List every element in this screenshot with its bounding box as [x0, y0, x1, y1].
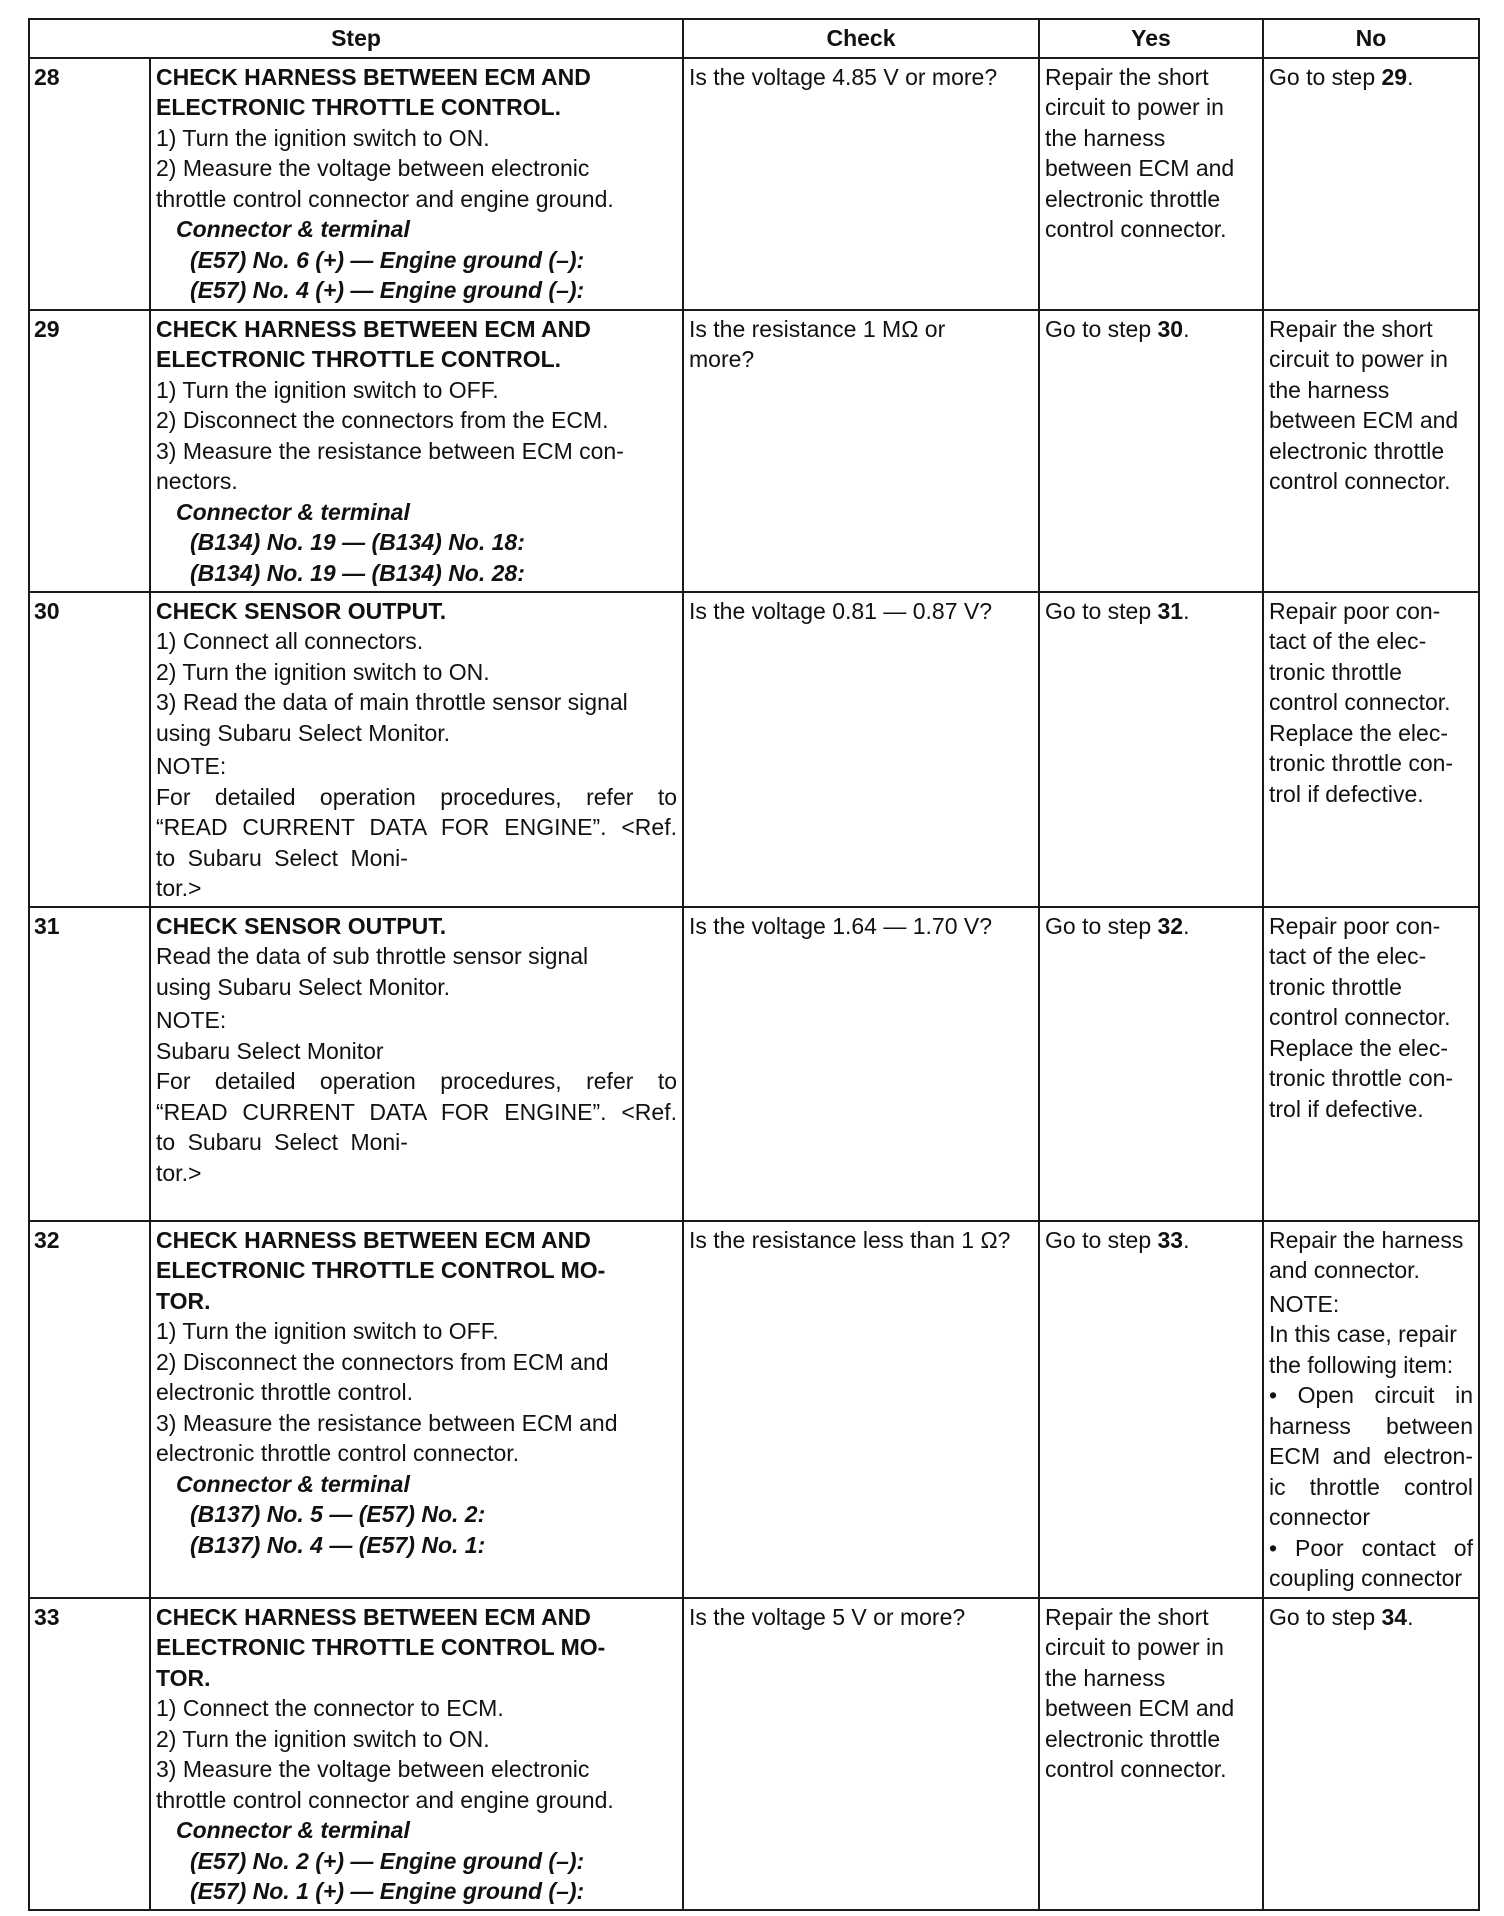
- check-text: Is the voltage 0.81 — 0.87 V?: [689, 597, 993, 624]
- step-instruction: using Subaru Select Monitor.: [156, 719, 451, 746]
- yes-text: Go to step: [1045, 1226, 1158, 1253]
- check-cell: [683, 592, 1039, 907]
- step-title: ELECTRONIC THROTTLE CONTROL MO-: [156, 1257, 606, 1283]
- step-instruction: Read the data of sub throttle sensor signal: [156, 943, 589, 969]
- check-cell: [683, 1598, 1039, 1910]
- no-text: trol if defective.: [1269, 1095, 1424, 1122]
- check-text: more?: [689, 346, 755, 372]
- note-text: Subaru Select Monitor: [156, 1037, 384, 1064]
- no-text: Go to step: [1269, 63, 1382, 90]
- step-instruction: 3) Measure the resistance between ECM and: [156, 1409, 618, 1436]
- yes-text-suffix: .: [1183, 597, 1190, 624]
- step-number: 30: [29, 592, 150, 907]
- check-text: Is the voltage 1.64 — 1.70 V?: [689, 912, 993, 939]
- no-text: tronic throttle con-: [1269, 1065, 1454, 1091]
- step-number: 29: [29, 310, 150, 592]
- yes-text: electronic throttle: [1045, 185, 1221, 212]
- step-title: CHECK SENSOR OUTPUT.: [156, 912, 447, 939]
- step-instruction: electronic throttle control.: [156, 1379, 413, 1405]
- step-title: CHECK HARNESS BETWEEN ECM AND: [156, 63, 591, 90]
- no-text: Repair the harness: [1269, 1226, 1464, 1253]
- no-text: Repair the short: [1269, 315, 1433, 342]
- step-number: 33: [29, 1598, 150, 1910]
- no-text-suffix: .: [1407, 63, 1414, 90]
- yes-cell: [1039, 1221, 1263, 1598]
- no-text: the following item:: [1269, 1351, 1454, 1378]
- no-text: tronic throttle con-: [1269, 750, 1454, 776]
- yes-step-link[interactable]: 30: [1157, 315, 1184, 342]
- no-text: electronic throttle: [1269, 437, 1445, 464]
- step-cell: [150, 592, 683, 907]
- yes-text: Go to step: [1045, 912, 1158, 939]
- connector-terminal: (E57) No. 1 (+) — Engine ground (–):: [190, 1878, 585, 1904]
- step-cell: [150, 58, 683, 310]
- check-cell: [683, 58, 1039, 310]
- note-label: NOTE:: [1269, 1290, 1340, 1317]
- connector-terminal: (E57) No. 6 (+) — Engine ground (–):: [190, 246, 585, 273]
- connector-terminal: (B134) No. 19 — (B134) No. 28:: [190, 559, 525, 586]
- step-instruction: 2) Disconnect the connectors from ECM and: [156, 1348, 609, 1375]
- table-row: [29, 592, 1479, 907]
- no-text: ECM and electron-: [1269, 1443, 1473, 1469]
- step-instruction: nectors.: [156, 468, 238, 494]
- step-title: CHECK SENSOR OUTPUT.: [156, 597, 447, 624]
- no-text: Repair poor con-: [1269, 912, 1441, 939]
- step-cell: [150, 1598, 683, 1910]
- yes-cell: [1039, 58, 1263, 310]
- note-text: tor.>: [156, 1159, 202, 1186]
- no-bullet: • Poor contact of: [1269, 1534, 1473, 1561]
- no-cell: [1263, 310, 1479, 592]
- connector-terminal: (B137) No. 4 — (E57) No. 1:: [190, 1531, 486, 1558]
- step-cell: [150, 310, 683, 592]
- note-text: For detailed operation procedures, refer to: [156, 783, 677, 810]
- step-instruction: electronic throttle control connector.: [156, 1440, 520, 1466]
- connector-heading: Connector & terminal: [176, 498, 410, 525]
- connector-heading: Connector & terminal: [176, 216, 410, 242]
- connector-heading: Connector & terminal: [176, 1817, 410, 1843]
- yes-cell: [1039, 592, 1263, 907]
- no-step-link[interactable]: 34: [1381, 1603, 1408, 1630]
- step-title: CHECK HARNESS BETWEEN ECM AND: [156, 1603, 591, 1630]
- step-instruction: 3) Measure the resistance between ECM con-: [156, 437, 624, 464]
- no-text: between ECM and: [1269, 407, 1459, 433]
- connector-terminal: (B137) No. 5 — (E57) No. 2:: [190, 1501, 486, 1527]
- diagnostic-table: [28, 18, 1480, 1911]
- yes-text: circuit to power in: [1045, 94, 1224, 120]
- yes-cell: [1039, 1598, 1263, 1910]
- step-instruction: 1) Turn the ignition switch to OFF.: [156, 376, 499, 403]
- step-number: 32: [29, 1221, 150, 1598]
- yes-text: control connector.: [1045, 1756, 1227, 1782]
- no-text: connector: [1269, 1504, 1371, 1530]
- no-text-suffix: .: [1407, 1603, 1414, 1630]
- step-title: TOR.: [156, 1287, 211, 1314]
- check-text: Is the resistance less than 1 Ω?: [689, 1226, 1011, 1253]
- yes-text: electronic throttle: [1045, 1725, 1221, 1752]
- yes-step-link[interactable]: 31: [1157, 597, 1184, 624]
- no-text: the harness: [1269, 376, 1390, 403]
- table-row: [29, 1598, 1479, 1910]
- table-row: [29, 58, 1479, 310]
- no-cell: [1263, 592, 1479, 907]
- step-number: 31: [29, 907, 150, 1221]
- step-instruction: 3) Measure the voltage between electronic: [156, 1756, 590, 1782]
- no-text: Go to step: [1269, 1603, 1382, 1630]
- check-text: Is the voltage 4.85 V or more?: [689, 63, 998, 90]
- yes-text: Go to step: [1045, 597, 1158, 624]
- no-step-link[interactable]: 29: [1381, 63, 1408, 90]
- yes-text: between ECM and: [1045, 1695, 1235, 1721]
- no-text: Replace the elec-: [1269, 1034, 1448, 1061]
- check-cell: [683, 310, 1039, 592]
- table-row: [29, 310, 1479, 592]
- step-title: ELECTRONIC THROTTLE CONTROL MO-: [156, 1634, 606, 1660]
- no-bullet: • Open circuit in: [1269, 1382, 1473, 1408]
- step-instruction: 1) Connect all connectors.: [156, 628, 424, 654]
- yes-text: the harness: [1045, 124, 1166, 151]
- note-label: NOTE:: [156, 753, 227, 779]
- step-cell: [150, 1221, 683, 1598]
- check-text: Is the voltage 5 V or more?: [689, 1603, 966, 1630]
- step-instruction: 2) Disconnect the connectors from the ECM.: [156, 407, 609, 433]
- note-label: NOTE:: [156, 1007, 227, 1033]
- connector-heading: Connector & terminal: [176, 1470, 410, 1497]
- note-text: For detailed operation procedures, refer to: [156, 1068, 677, 1094]
- step-instruction: using Subaru Select Monitor.: [156, 973, 451, 1000]
- header-no: No: [1263, 19, 1479, 58]
- note-text: to Subaru Select Moni-: [156, 844, 408, 871]
- step-title: TOR.: [156, 1664, 211, 1691]
- step-instruction: 1) Turn the ignition switch to OFF.: [156, 1318, 499, 1344]
- note-text: “READ CURRENT DATA FOR ENGINE”. <Ref.: [156, 1098, 677, 1125]
- table-row: [29, 1221, 1479, 1598]
- step-cell: [150, 907, 683, 1221]
- no-text: In this case, repair: [1269, 1321, 1457, 1347]
- yes-text: Repair the short: [1045, 1603, 1209, 1630]
- yes-text: Repair the short: [1045, 63, 1209, 90]
- yes-text-suffix: .: [1183, 1226, 1190, 1253]
- no-text: circuit to power in: [1269, 346, 1448, 372]
- step-number: 28: [29, 58, 150, 310]
- yes-text: control connector.: [1045, 216, 1227, 242]
- yes-text: between ECM and: [1045, 155, 1235, 181]
- no-text: tronic throttle: [1269, 658, 1402, 685]
- check-cell: [683, 1221, 1039, 1598]
- yes-step-link[interactable]: 33: [1157, 1226, 1184, 1253]
- connector-terminal: (E57) No. 4 (+) — Engine ground (–):: [190, 277, 585, 303]
- no-text: tact of the elec-: [1269, 943, 1427, 969]
- no-cell: [1263, 58, 1479, 310]
- check-cell: [683, 907, 1039, 1221]
- note-text: tor.>: [156, 875, 202, 901]
- no-text: control connector.: [1269, 468, 1451, 494]
- header-yes: Yes: [1039, 19, 1263, 58]
- yes-text-suffix: .: [1183, 315, 1190, 342]
- header-check: Check: [683, 19, 1039, 58]
- check-text: Is the resistance 1 MΩ or: [689, 315, 946, 342]
- no-text: harness between: [1269, 1412, 1473, 1439]
- yes-cell: [1039, 907, 1263, 1221]
- yes-text-suffix: .: [1183, 912, 1190, 939]
- step-instruction: 3) Read the data of main throttle sensor signal: [156, 689, 628, 715]
- yes-step-link[interactable]: 32: [1157, 912, 1184, 939]
- no-cell: [1263, 1221, 1479, 1598]
- step-title: ELECTRONIC THROTTLE CONTROL.: [156, 346, 562, 372]
- no-text: control connector.: [1269, 1004, 1451, 1030]
- diagnostic-procedure-page: [28, 18, 1478, 1911]
- step-instruction: 2) Measure the voltage between electronic: [156, 155, 590, 181]
- no-text: Repair poor con-: [1269, 597, 1441, 624]
- yes-text: Go to step: [1045, 315, 1158, 342]
- step-title: ELECTRONIC THROTTLE CONTROL.: [156, 94, 562, 120]
- no-text: Replace the elec-: [1269, 719, 1448, 746]
- yes-cell: [1039, 310, 1263, 592]
- connector-terminal: (B134) No. 19 — (B134) No. 18:: [190, 529, 525, 555]
- step-instruction: throttle control connector and engine ground.: [156, 185, 614, 212]
- no-text: coupling connector: [1269, 1565, 1463, 1591]
- no-cell: [1263, 1598, 1479, 1910]
- connector-terminal: (E57) No. 2 (+) — Engine ground (–):: [190, 1847, 585, 1874]
- yes-text: the harness: [1045, 1664, 1166, 1691]
- no-text: ic throttle control: [1269, 1473, 1473, 1500]
- header-step: Step: [29, 19, 683, 58]
- step-instruction: 2) Turn the ignition switch to ON.: [156, 1725, 490, 1752]
- step-title: CHECK HARNESS BETWEEN ECM AND: [156, 315, 591, 342]
- table-row: [29, 907, 1479, 1221]
- no-text: trol if defective.: [1269, 780, 1424, 807]
- step-instruction: 2) Turn the ignition switch to ON.: [156, 658, 490, 685]
- no-text: tact of the elec-: [1269, 628, 1427, 654]
- yes-text: circuit to power in: [1045, 1634, 1224, 1660]
- table-header-row: [29, 19, 1479, 58]
- note-text: “READ CURRENT DATA FOR ENGINE”. <Ref.: [156, 814, 677, 840]
- step-instruction: throttle control connector and engine ground.: [156, 1786, 614, 1813]
- step-title: CHECK HARNESS BETWEEN ECM AND: [156, 1226, 591, 1253]
- no-text: control connector.: [1269, 689, 1451, 715]
- no-text: and connector.: [1269, 1257, 1420, 1283]
- note-text: to Subaru Select Moni-: [156, 1129, 408, 1155]
- no-cell: [1263, 907, 1479, 1221]
- no-text: tronic throttle: [1269, 973, 1402, 1000]
- step-instruction: 1) Turn the ignition switch to ON.: [156, 124, 490, 151]
- step-instruction: 1) Connect the connector to ECM.: [156, 1695, 504, 1721]
